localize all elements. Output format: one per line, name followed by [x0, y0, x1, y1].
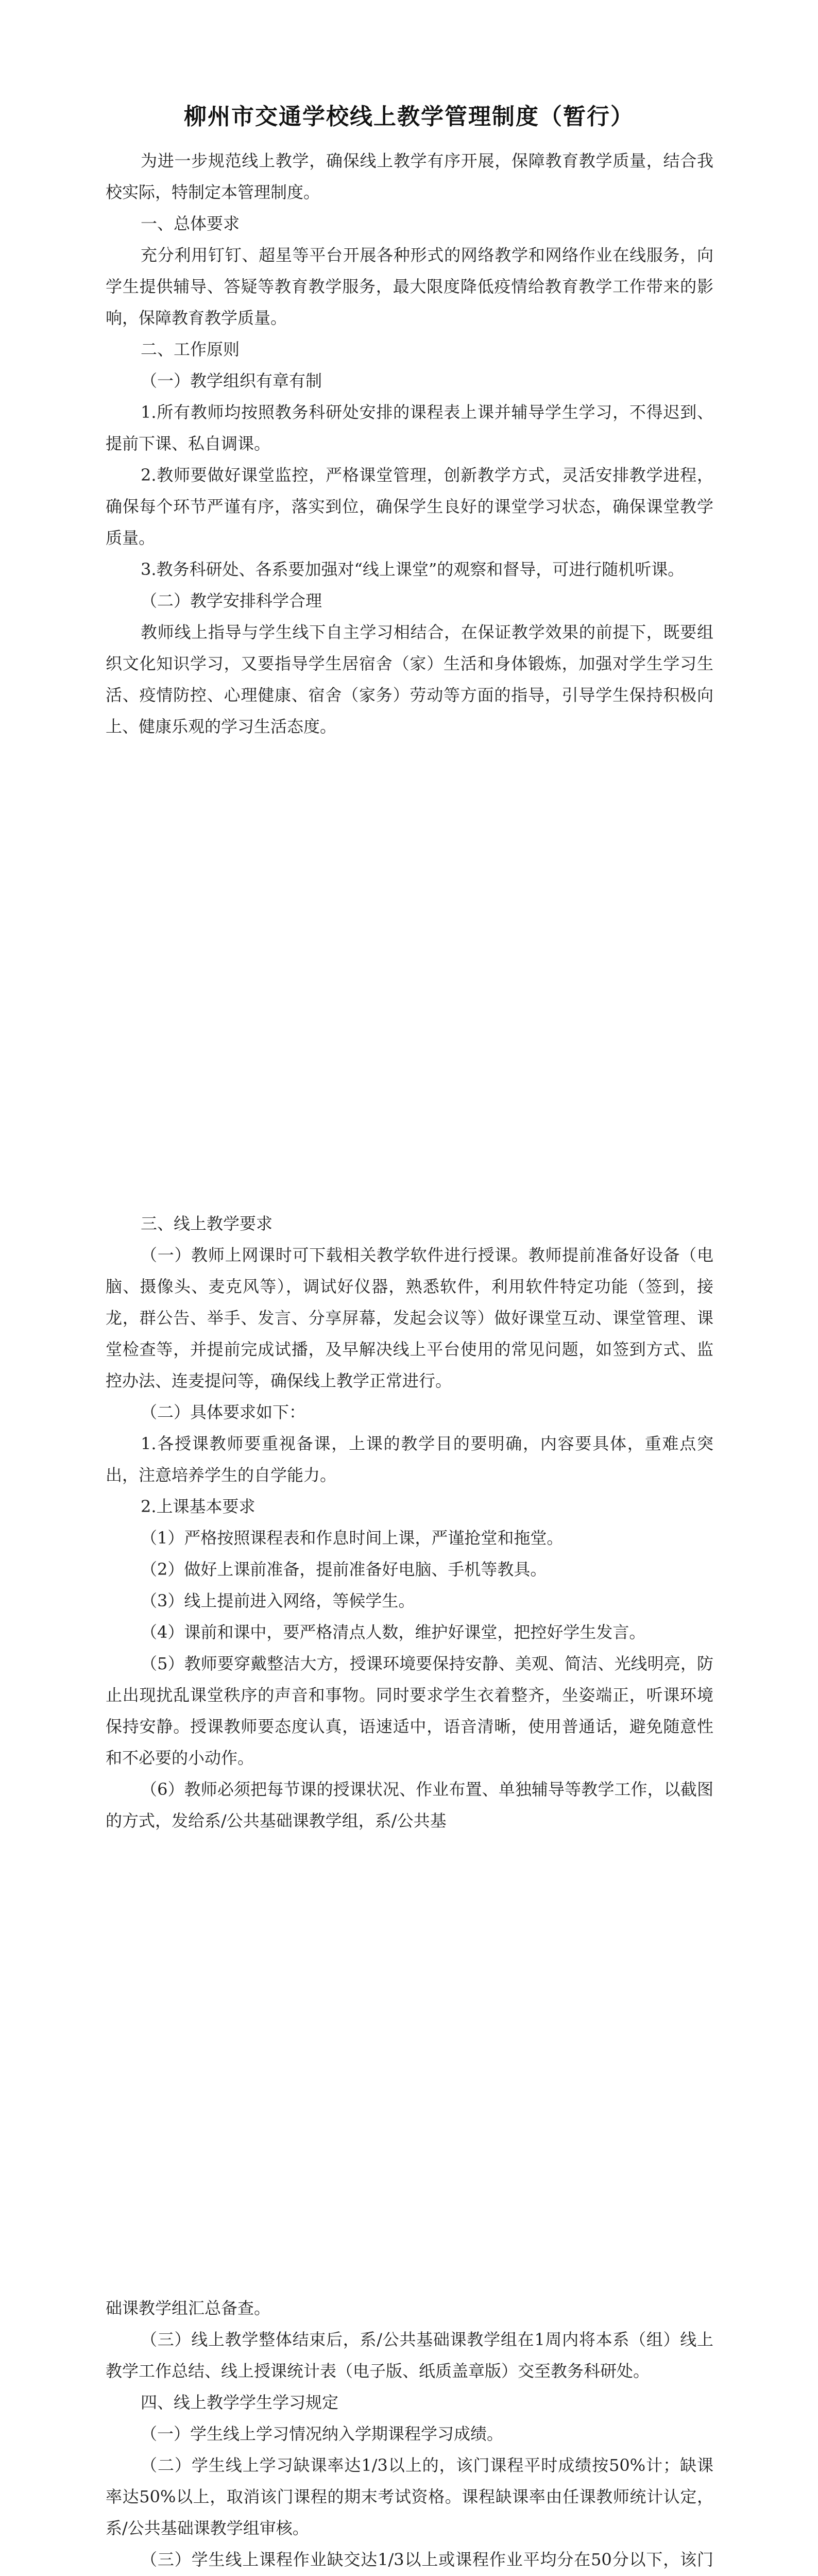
- section-block-2: [106, 1208, 713, 1837]
- intro-paragraph: 为进一步规范线上教学，确保线上教学有序开展，保障教育教学质量，结合我校实际，特制定本管理制度。: [106, 151, 713, 202]
- requirement-lesson-prep: 1.各授课教师要重视备课，上课的教学目的要明确，内容要具体，重难点突出，注意培养学生的自学能力。: [106, 1434, 713, 1485]
- heading-general-requirements: 一、总体要求: [141, 214, 240, 233]
- student-rule-3: （三）学生线上课程作业缺交达1/3以上或课程作业平均分在50分以下，该门: [141, 2550, 713, 2569]
- class-rule-4: （4）课前和课中，要严格清点人数，维护好课堂，把控好学生发言。: [141, 1622, 646, 1642]
- heading-online-teaching-requirements: 三、线上教学要求: [141, 1214, 273, 1233]
- heading-work-principles: 二、工作原则: [141, 340, 240, 359]
- requirement-software: （一）教师上网课时可下载相关教学软件进行授课。教师提前准备好设备（电脑、摄像头、麦克风等），调试好仪器，熟悉软件，利用软件特定功能（签到，接龙，群公告、举手、发言、分享屏幕，发起会议等）做好课堂互动、课堂管理、课堂检查等，并提前完成试播，及早解决线上平台使用的常见问题，如签到方式、监控办法、连麦提问等，确保线上教学正常进行。: [106, 1245, 713, 1391]
- class-rule-2: （2）做好上课前准备，提前准备好电脑、手机等教具。: [141, 1560, 547, 1579]
- principle-item-2: 2.教师要做好课堂监控，严格课堂管理，创新教学方式，灵活安排教学进程，确保每个环节严谨有序，落实到位，确保学生良好的课堂学习状态，确保课堂教学质量。: [106, 465, 713, 548]
- arrangement-text: 教师线上指导与学生线下自主学习相结合，在保证教学效果的前提下，既要组织文化知识学习，又要指导学生居宿舍（家）生活和身体锻炼，加强对学生学习生活、疫情防控、心理健康、宿舍（家务）劳动等方面的指导，引导学生保持积极向上、健康乐观的学习生活态度。: [106, 622, 713, 736]
- class-rule-3: （3）线上提前进入网络，等候学生。: [141, 1591, 415, 1611]
- document-title: 柳州市交通学校线上教学管理制度（暂行）: [184, 104, 634, 130]
- section-block-1: [106, 145, 713, 742]
- section-block-3: [106, 2293, 713, 2576]
- principle-item-1: 1.所有教师均按照教务科研处安排的课程表上课并辅导学生学习，不得迟到、提前下课、私自调课。: [106, 402, 713, 453]
- subheading-organization: （一）教学组织有章有制: [141, 371, 322, 391]
- heading-student-rules: 四、线上教学学生学习规定: [141, 2393, 339, 2412]
- principle-item-3: 3.教务科研处、各系要加强对“线上课堂”的观察和督导，可进行随机听课。: [141, 560, 685, 579]
- class-rule-6-continued: 础课教学组汇总备查。: [106, 2298, 271, 2318]
- subheading-specific-requirements: （二）具体要求如下：: [141, 1402, 306, 1422]
- class-rule-1: （1）严格按照课程表和作息时间上课，严谨抢堂和拖堂。: [141, 1528, 564, 1548]
- subheading-arrangement: （二）教学安排科学合理: [141, 591, 322, 611]
- class-rule-5: （5）教师要穿戴整洁大方，授课环境要保持安静、美观、简洁、光线明亮，防止出现扰乱课堂秩序的声音和事物。同时要求学生衣着整齐，坐姿端正，听课环境保持安静。授课教师要态度认真，语速适中，语音清晰，使用普通话，避免随意性和不必要的小动作。: [106, 1654, 713, 1768]
- general-requirements-text: 充分利用钉钉、超星等平台开展各种形式的网络教学和网络作业在线服务，向学生提供辅导、答疑等教育教学服务，最大限度降低疫情给教育教学工作带来的影响，保障教育教学质量。: [106, 245, 713, 328]
- class-rule-6: （6）教师必须把每节课的授课状况、作业布置、单独辅导等教学工作，以截图的方式，发给系/公共基础课教学组，系/公共基: [106, 1780, 713, 1831]
- subheading-basic-class-requirements: 2.上课基本要求: [141, 1497, 255, 1516]
- requirement-summary: （三）线上教学整体结束后，系/公共基础课教学组在1周内将本系（组）线上教学工作总结、线上授课统计表（电子版、纸质盖章版）交至教务科研处。: [106, 2330, 713, 2381]
- student-rule-1: （一）学生线上学习情况纳入学期课程学习成绩。: [141, 2424, 504, 2444]
- student-rule-2: （二）学生线上学习缺课率达1/3以上的，该门课程平时成绩按50%计；缺课率达50%以上，取消该门课程的期末考试资格。课程缺课率由任课教师统计认定，系/公共基础课教学组审核。: [106, 2455, 713, 2538]
